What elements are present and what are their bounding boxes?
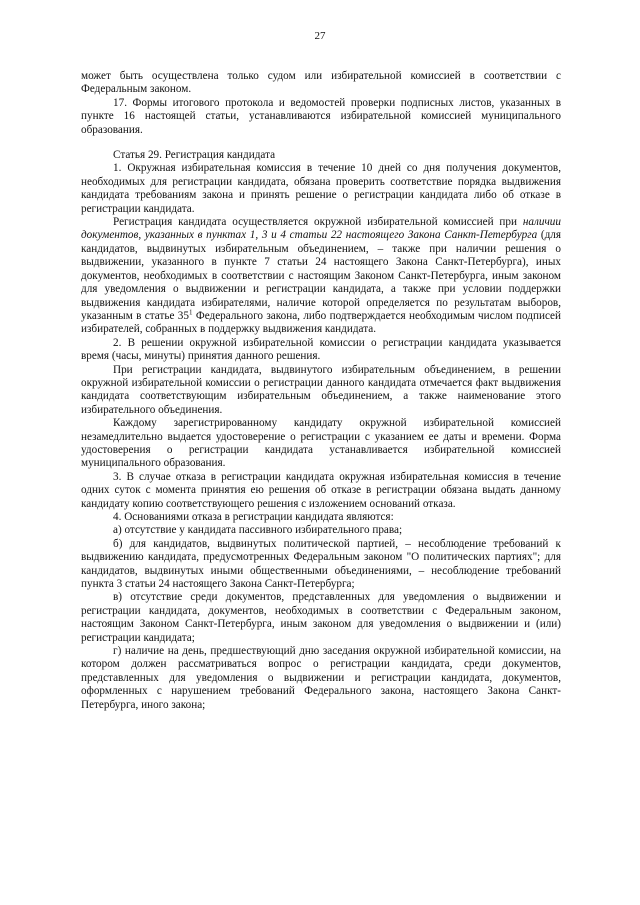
registration-italic: наличии документов, указанных в пунктах 1, 3 и 4 статьи 22 настоящего Закона Санкт-Петербурга <box>81 216 561 242</box>
paragraph-continuation: может быть осуществлена только судом или избирательной комиссией в соответствии с Федеральным законом. <box>81 70 561 96</box>
registration-intro: Регистрация кандидата осуществляется окружной избирательной комиссией при <box>113 216 518 229</box>
paragraph-party-registration: При регистрации кандидата, выдвинутого избирательным объединением, в решении окружной избирательной комиссии о регистрации данного кандидата отмечается факт выдвижения кандидата соответствующим избирательным объединением, а также наименование этого избирательного объединения. <box>81 363 561 416</box>
registration-tail: Федерального закона, либо подтверждается необходимым числом подписей избирателей, собранных в поддержку выдвижения кандидата. <box>81 309 562 336</box>
article-heading: Статья 29. Регистрация кандидата <box>113 149 276 162</box>
paragraph-registration <box>81 216 561 337</box>
paragraph-1: 1. Окружная избирательная комиссия в течение 10 дней со дня получения документов, необходимых для регистрации кандидата, обязана проверить соответствие порядка выдвижения кандидата требованиям закона и принять решение о регистрации кандидата либо об отказе в регистрации кандидата. <box>81 162 561 215</box>
article-superscript: 1 <box>189 308 193 317</box>
item-a: а) отсутствие у кандидата пассивного избирательного права; <box>113 524 403 537</box>
paragraph-17: 17. Формы итогового протокола и ведомостей проверки подписных листов, указанных в пункте 16 настоящей статьи, устанавливаются избирательной комиссией муниципального образования. <box>81 96 561 136</box>
item-b: б) для кандидатов, выдвинутых политической партией, – несоблюдение требований к выдвижению кандидата, предусмотренных Федеральным законом "О политических партиях"; для кандидатов, выдвинутых иными общественными объединениями, – несоблюдение требований пункта 3 статьи 24 настоящего Закона Санкт-Петербурга; <box>81 537 561 591</box>
page-body <box>81 70 561 712</box>
paragraph-certificate: Каждому зарегистрированному кандидату окружной избирательной комиссией незамедлительно выдается удостоверение о регистрации с указанием ее даты и времени. Форма удостоверения о регистрации кандидата устанавливается избирательной комиссией муниципального образования. <box>81 417 561 470</box>
item-g: г) наличие на день, предшествующий дню заседания окружной избирательной комиссии, на котором должен рассматриваться вопрос о регистрации кандидата, среди документов, представленных для уведомления о выдвижении и регистрации кандидата, документов, оформленных с нарушением требований Федерального закона, настоящего Закона Санкт-Петербурга, иного закона; <box>81 645 561 711</box>
paragraph-3: 3. В случае отказа в регистрации кандидата окружная избирательная комиссия в течение одних суток с момента принятия ею решения об отказе в регистрации обязана выдать данному кандидату копию соответствующего решения с изложением оснований отказа. <box>81 470 561 510</box>
registration-text: (для кандидатов, выдвинутых избирательным объединением, – также при наличии решения о выдвижении, указанного в пункте 7 статьи 24 настоящего Закона Санкт-Петербурга), иных документов, необходимых в соответствии с настоящим Законом Санкт-Петербурга, иным законом для уведомления о выдвижении и регистрации кандидата, а также при условии поддержки выдвижения кандидата избирателями, наличие которой определяется по результатам выборов, указанным в статье 35 <box>81 229 561 322</box>
paragraph-4: 4. Основаниями отказа в регистрации кандидата являются: <box>113 511 394 523</box>
page-number: 27 <box>314 30 326 42</box>
paragraph-2: 2. В решении окружной избирательной комиссии о регистрации кандидата указывается время (часы, минуты) принятия данного решения. <box>81 336 561 363</box>
item-v: в) отсутствие среди документов, представленных для уведомления о выдвижении и регистрации кандидата, документов, необходимых в соответствии с Федеральным законом, настоящим Законом Санкт-Петербурга, иным законом для уведомления о выдвижении и (или) регистрации кандидата; <box>81 591 561 644</box>
